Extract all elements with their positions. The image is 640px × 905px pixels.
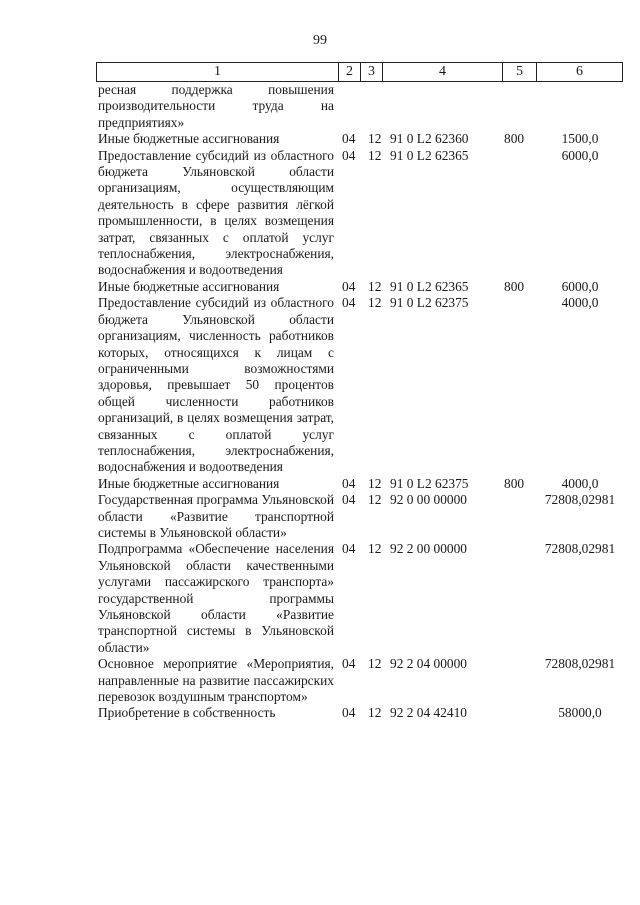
row-subsection: 12	[368, 475, 382, 491]
column-header-row	[97, 63, 623, 82]
row-expense-type: 800	[504, 475, 525, 491]
row-description: Иные бюджетные ассигнования	[98, 131, 280, 147]
table-row	[98, 705, 622, 721]
row-section: 04	[342, 541, 356, 557]
row-subsection: 12	[368, 656, 382, 672]
row-description: Иные бюджетные ассигнования	[98, 278, 280, 294]
row-description: Приобретение в собственность	[98, 705, 276, 721]
row-subsection: 12	[368, 541, 382, 557]
table-row	[98, 131, 622, 147]
table-row	[98, 279, 622, 295]
row-subsection: 12	[368, 278, 382, 294]
budget-rows	[98, 82, 622, 722]
row-target-article: 91 0 L2 62365	[390, 147, 469, 163]
row-subsection: 12	[368, 131, 382, 147]
column-header-4: 4	[383, 63, 503, 82]
table-row	[98, 82, 622, 131]
row-section: 04	[342, 475, 356, 491]
row-description: Предоставление субсидий из областного бюджета Ульяновской области организациям, осуществляющим деятельность в сфере развития лёгкой промышленности, в целях возмещения затрат, связанных с оплатой услуг теплоснабжения, электроснабжения, водоснабжения и водоотведения	[98, 147, 334, 278]
row-section: 04	[342, 492, 356, 508]
row-target-article: 91 0 L2 62375	[390, 475, 469, 491]
table-row	[98, 148, 622, 279]
row-description: ресная поддержка повышения производительности труда на предприятиях»	[98, 82, 334, 130]
column-header-6: 6	[537, 63, 623, 82]
row-amount: 72808,02981	[544, 541, 616, 557]
row-target-article: 92 2 00 00000	[390, 541, 467, 557]
row-section: 04	[342, 131, 356, 147]
row-subsection: 12	[368, 147, 382, 163]
table-row	[98, 541, 622, 656]
row-description: Подпрограмма «Обеспечение населения Ульяновской области качественными услугами пассажирского транспорта» государственной программы Ульяновской области «Развитие транспортной системы в Ульяновской области»	[98, 541, 334, 655]
row-subsection: 12	[368, 295, 382, 311]
row-amount: 72808,02981	[544, 656, 616, 672]
row-target-article: 91 0 L2 62360	[390, 131, 469, 147]
row-target-article: 91 0 L2 62365	[390, 278, 469, 294]
row-section: 04	[342, 147, 356, 163]
table-row	[98, 492, 622, 541]
table-row	[98, 295, 622, 475]
row-description: Предоставление субсидий из областного бюджета Ульяновской области организациям, численность работников которых, относящихся к лицам с ограниченными возможностями здоровья, превышает 50 процентов общей численности работников организаций, в целях возмещения затрат, связанных с оплатой услуг теплоснабжения, электроснабжения, водоснабжения и водоотведения	[98, 295, 334, 475]
row-expense-type: 800	[504, 278, 525, 294]
row-amount: 1500,0	[561, 131, 599, 147]
row-amount: 6000,0	[561, 147, 599, 163]
row-description: Основное мероприятие «Мероприятия, направленные на развитие пассажирских перевозок воздушным транспортом»	[98, 656, 334, 705]
row-amount: 6000,0	[561, 278, 599, 294]
row-amount: 4000,0	[561, 295, 599, 311]
row-target-article: 92 0 00 00000	[390, 492, 467, 508]
row-subsection: 12	[368, 492, 382, 508]
column-header-5: 5	[503, 63, 537, 82]
column-header-table	[96, 62, 623, 82]
row-section: 04	[342, 278, 356, 294]
row-target-article: 91 0 L2 62375	[390, 295, 469, 311]
row-description: Иные бюджетные ассигнования	[98, 475, 280, 491]
row-target-article: 92 2 04 00000	[390, 656, 467, 672]
table-row	[98, 656, 622, 705]
row-amount: 72808,02981	[544, 492, 616, 508]
column-header-2: 2	[339, 63, 361, 82]
page-number: 99	[313, 33, 327, 48]
row-section: 04	[342, 656, 356, 672]
row-amount: 4000,0	[561, 475, 599, 491]
column-header-3: 3	[361, 63, 383, 82]
row-amount: 58000,0	[558, 705, 602, 721]
row-description: Государственная программа Ульяновской области «Развитие транспортной системы в Ульяновской области»	[98, 492, 334, 540]
row-expense-type: 800	[504, 131, 525, 147]
row-section: 04	[342, 295, 356, 311]
row-section: 04	[342, 705, 356, 721]
row-target-article: 92 2 04 42410	[390, 705, 467, 721]
table-row	[98, 476, 622, 492]
column-header-1: 1	[97, 63, 339, 82]
row-subsection: 12	[368, 705, 382, 721]
